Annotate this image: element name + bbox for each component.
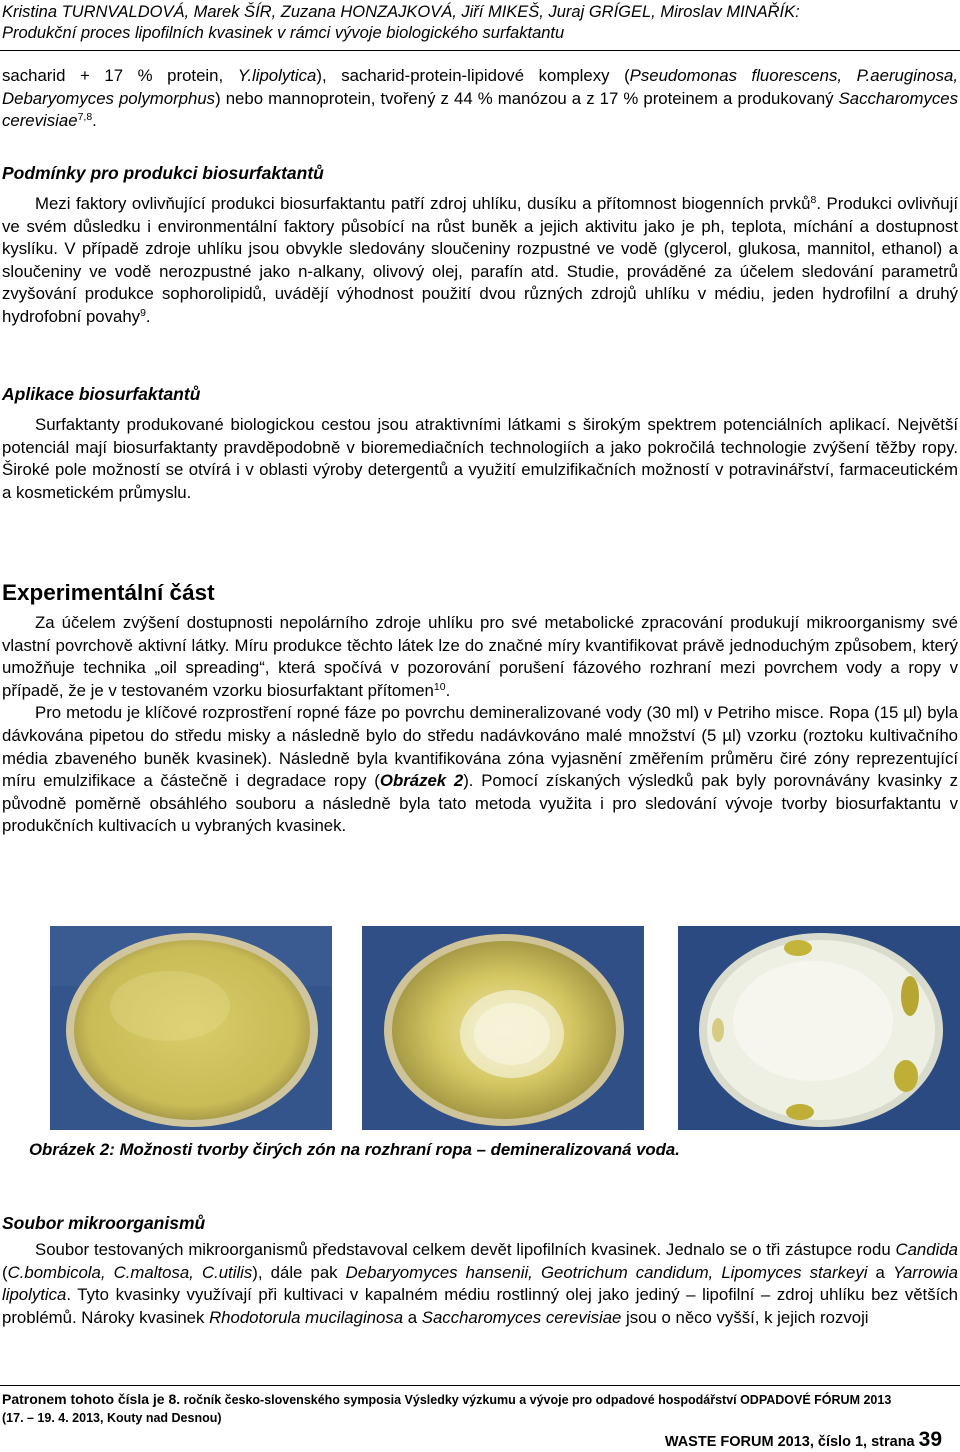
footer-dates: (17. – 19. 4. 2013, Kouty nad Desnou) [2, 1411, 222, 1425]
running-head-title: Produkční proces lipofilních kvasinek v rámci vývoje biologického surfaktantu [2, 24, 565, 42]
petri-dish-photo-3 [678, 926, 960, 1130]
page-number: 39 [918, 1428, 942, 1451]
header-rule [0, 50, 960, 51]
running-head [2, 2, 958, 44]
petri-dish-photo-1 [50, 926, 332, 1130]
experimental-paragraph-2: Pro metodu je klíčové rozprostření ropné fáze po povrchu demineralizované vody (30 ml) v Petriho misce. Ropa (15 µl) byla dávkována pipetou do středu misky a následně bylo do středu nadávkováno malé množství (5 µl) vzorku (roztoku kultivačního média zbaveného buněk kvasinek). Následně byla kvantifikována zóna vyjasnění změřením průměru čiré zóny reprezentující míru emulzifikace a částečně i degradace ropy (Obrázek 2). Pomocí získaných výsledků pak byly porovnávány kvasinky z původně poměrně obsáhlého souboru a následně byla tato metoda využita i pro sledování vývoje tvorby biosurfaktantu v produkčních kultivacích u vybraných kvasinek. [2, 703, 958, 836]
experimental-paragraph-1: Za účelem zvýšení dostupnosti nepolárního zdroje uhlíku pro své metabolické zpracování produkují mikroorganismy své vlastní povrchově aktivní látky. Míru produkce těchto látek lze do značné míry kvantifikovat právě jednoduchým způsobem, který umožňuje technika „oil spreading“, která spočívá v pozorování porušení fázového rozhraní mezi povrchem vody a ropy v případě, že je v testovaném vzorku biosurfaktant přítomen$^{10}$. [2, 613, 958, 700]
section-heading-conditions: Podmínky pro produkci biosurfaktantů [2, 163, 324, 183]
intro-block [2, 65, 958, 133]
footer-rule [0, 1385, 960, 1386]
section-heading-applications: Aplikace biosurfaktantů [2, 384, 201, 404]
organisms-paragraph: Soubor testovaných mikroorganismů představoval celkem devět lipofilních kvasinek. Jednalo se o tři zástupce rodu Candida (C.bombicola, C.maltosa, C.utilis), dále pak Debaryomyces hansenii, Geotrichum candidum, Lipomyces starkeyi a Yarrowia lipolytica. Tyto kvasinky využívají při kultivaci v kapalném médiu rostlinný olej jako jediný – lipofilní – zdroj uhlíku bez větších problémů. Nároky kvasinek Rhodotorula mucilaginosa a Saccharomyces cerevisiae jsou o něco vyšší, k jejich rozvoji [2, 1240, 958, 1327]
intro-paragraph: sacharid + 17 % protein, Y.lipolytica), sacharid-protein-lipidové komplexy (Pseudomonas fluorescens, P.aeruginosa, Debaryomyces polymorphus) nebo mannoprotein, tvořený z 44 % manózou a z 17 % proteinem a produkovaný Saccharomyces cerevisiae$^{7,8}$. [2, 66, 958, 131]
figure-reference: Obrázek 2 [379, 771, 464, 791]
section-experimental [2, 580, 958, 838]
section-heading-experimental: Experimentální část [2, 580, 215, 605]
applications-paragraph: Surfaktanty produkované biologickou cestou jsou atraktivními látkami s širokým spektrem potenciálních aplikací. Největší potenciál mají biosurfaktanty pravděpodobně v bioremediačních technologiích a jako pokročilá technologie zvýšení těžby ropy. Široké pole možností se otvírá i v oblasti výroby detergentů a využití emulzifikačních možností v potravinářství, farmaceutickém a kosmetickém průmyslu. [2, 415, 958, 502]
section-conditions [2, 163, 958, 329]
figure-caption: Obrázek 2: Možnosti tvorby čirých zón na rozhraní ropa – demineralizovaná voda. [29, 1140, 680, 1159]
running-head-authors: Kristina TURNVALDOVÁ, Marek ŠÍR, Zuzana HONZAJKOVÁ, Jiří MIKEŠ, Juraj GRÍGEL, Miroslav MINAŘÍK: [2, 3, 800, 21]
figure-petri-dishes [50, 926, 960, 1131]
footer-patron: Patronem tohoto čísla je 8. ročník česko-slovenského symposia Výsledky výzkumu a vývoje pro odpadové hospodářství ODPADOVÉ FÓRUM 2013 [2, 1391, 892, 1407]
citation-sup: 7,8 [77, 111, 93, 124]
section-heading-organisms: Soubor mikroorganismů [2, 1213, 206, 1233]
footer-journal: WASTE FORUM 2013, číslo 1, strana 39 [664, 1428, 942, 1451]
section-organisms [2, 1213, 958, 1329]
petri-dish-photo-2 [362, 926, 644, 1130]
conditions-paragraph: Mezi faktory ovlivňující produkci biosurfaktantu patří zdroj uhlíku, dusíku a přítomnost biogenních prvků$^8$. Produkci ovlivňují ve svém důsledku i environmentální faktory působící na růst buněk a jejich aktivitu jako je ph, teplota, míchání a dostupnost kyslíku. V případě zdroje uhlíku jsou obvykle sledovány sloučeniny rozpustné ve vodě (glycerol, glukosa, mannitol, ethanol) a sloučeniny ve vodě nerozpustné jako n-alkany, olivový olej, parafín atd. Studie, prováděné za účelem sledování parametrů zvyšování produkce sophorolipidů, uvádějí výhodnost použití dvou různých zdrojů uhlíku v médiu, jeden hydrofilní a druhý hydrofobní povahy$^9$. [2, 194, 959, 326]
section-applications [2, 384, 958, 504]
